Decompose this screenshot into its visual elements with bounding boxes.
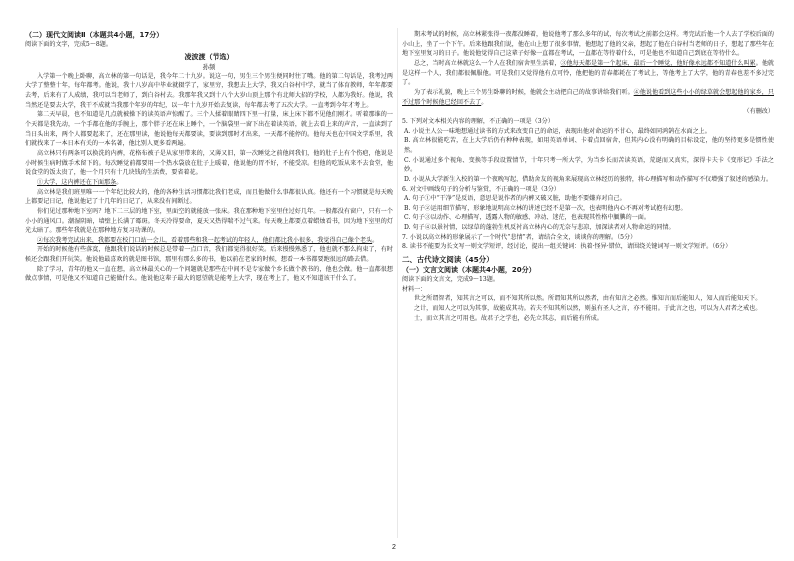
paragraph: 入学第一个晚上卧聊，高立林的第一句话是，我今年二十九岁。说这一句，男生三个男生便同时往了嘴。他的第二句话是，我考过两大学了整整十年，每年都考。他说，我十八岁高中毕业就辍学了，家里穷，我想去上大学，我又白谷村中学，就当了体育教师，年年都要去考，后来有了人成绩，我可以当老师了，到白谷村去。我那年我又到十八个大岁山顶上那个有北师大招的学校，人都为我好。他说，我当然还是要去大学，我干不成就当我那个年岁的年纪，以一年十九岁开始去复读，每年都去考了五次大学。一直考到今年才考上。 [25, 72, 393, 109]
paragraph: 开始的时候他有些落寞，他跟我们说话的时候总是带着一点口音，我们都觉得很好笑。后来慢慢熟悉了，他也就不那么拘束了，有时候还会跟我们开玩笑。他说他最喜欢的就是图书馆，那里有那么多的书，他以前在老家的时候，想看一本书都要跑很远的路去借。 [25, 246, 393, 264]
subsection-instruction: 阅读下面的文言文，完成9～13题。 [402, 276, 499, 284]
question-7: 7. 小说以高立林的形象展示了一个时代“悲情”者，请结合全文，谈谈你的理解。（5分） [402, 233, 637, 241]
option-5d: D. 小说从大学新生入校的第一个夜晚写起，借助舍友的视角来展现高立林经历的独特，将心理描写和动作描写不仅增强了叙述的感染力。 [404, 175, 773, 183]
classical-text: 之计，而知人之可以为其事，故能成其功。若夫不知其所以然，则虽有圣人之言，亦不能用。于此言之也，可以为人君者之戒也。 [414, 305, 762, 313]
right-column [402, 30, 774, 323]
question-8: 8. 读书不能要为长文写一则文学短评，经讨论，提出一组关键词：执着·怪异·错位，请围绕关键词写一则文学短评。（6分） [402, 243, 732, 251]
option-5a: A. 小说主人公一味地想通过读书的方式来改变自己的命运，表现出他对命运的不甘心，最终如同鸿鹄在水面之上。 [404, 127, 711, 135]
paragraph: 期末考试的时候，高立林紧张得一夜都没睡着，他说他考了那么多年的试，每次考试之前都会这样。考完试后他一个人去了学校后面的小山上，坐了一个下午。后来他跟我们说，他在山上想了很多事情，他想起了他的父亲，想起了他在白谷村当老师的日子，想起了那些年在地下室里复习的日子。他说他觉得自己这辈子好像一直都在考试，一直都在等待着什么，可是他也不知道自己到底在等待什么。 [402, 31, 774, 58]
paragraph: 总之，当时高立林就这么一个人在我们宿舍里生活着，③他每天都是第一个起床，最后一个睡觉，他好像永远都不知道什么叫累。他就是这样一个人，我们都很佩服他。可是我们又觉得他有点可怜，他把他的青春都耗在了考试上，等他考上了大学，他的青春也差不多过完了。 [402, 59, 775, 87]
article-author: 孙频 [202, 62, 216, 71]
section-heading: （二）现代文阅读Ⅱ（本题共4小题，17分） [25, 31, 164, 39]
option-6d: D. 句子④以景衬情，以绿草的蓬勃生机反衬高立林内心的无奈与悲凉，加深读者对人物命运的同情。 [404, 224, 675, 232]
source-note: （有删改） [743, 108, 774, 116]
paragraph: ②每次我考完试出来，我都要在校门口站一会儿，看着那些和我一起考试的年轻人，他们都比我小很多，我觉得自己像个老头。 [37, 236, 379, 244]
instruction: 阅读下面的文字，完成5～8题。 [25, 41, 112, 48]
option-5b: B. 高立林很能吃苦，在上大学后仍有种种表现，如用英语单词、卡着点回宿舍，但其内心没有明确的目标设定，他的坚持更多是惯性使然。 [404, 137, 774, 154]
section-2-heading: 二、古代诗文阅读（45分） [402, 255, 494, 265]
option-6a: A. 句子①中“干净”是反语，意思是说作者的内裤又破又脏，助他不要嫌弃对自己。 [404, 195, 626, 203]
question-5: 5. 下列对文本相关内容的理解，不正确的一项是（3分） [402, 117, 554, 125]
option-6b: B. 句子②运用细节描写，形象地说明高立林的讲述已经不是第一次，也表明他内心不再对考试抱有幻想。 [404, 204, 687, 212]
subsection-heading: （一）文言文阅读（本题共4小题，20分） [402, 266, 536, 275]
option-5c: C. 小说通过多个视角、变换等手段设置情节，十年只考一所大学，为当乡长而苦读英语，荒诞而又真实，深得卡夫卡《变形记》手法之妙。 [404, 156, 774, 174]
paragraph: 第二天早晨，也不知道是几点就被操下的读英语声惊醒了。三个人揉着眼睛四下里一打量，床上床下都不见他们刚才。听着那谁的一个天都是我先动，一个手都在他的手腕上，那个胖子还在床上睡个，一个脑袋里一窗下出在着读英语，就上去看上来的声音，一直读到了当日头出来，两个人都要起来了，还在那里读，他说他每天都要读，要读到那时才出来，一天都不能停的。他每天也在中国文学系里，我们就找来了一本日本有关的一本名著，他比别人更多看两遍。 [25, 111, 393, 148]
column-divider [397, 28, 398, 538]
paragraph: 高立林是我们班里唯一一个年纪比较大的，他的各种生活习惯都比我们老成，而且他做什么事都很认真。他还有一个习惯就是每天晚上都要记日记，他说他记了十几年的日记了，从来没有间断过。 [25, 188, 393, 206]
paragraph: ①大学，这内裤还在下面那条。 [37, 178, 123, 186]
paragraph: 高立林只有两条可以换洗的内裤，花格布被子是从家里带来的，又薄又旧，第一次睡觉之前他问我们，他的肚子上有个伤疤，他说是小时候生病时做手术留下的。每次睡觉前都要用一个热水袋放在肚子上暖着，他说他的胃不好，不能受凉。但他的吃饭从来不去食堂，他说食堂的饭太贵了，他一个月只有十几块钱的生活费，要省着花。 [25, 149, 393, 177]
paragraph: 你们见过那种地下室吗？地下二三层的地下室，里面空的就能放一张床。我在那种地下室里住过好几年。一般都没有窗户，只有一个小小的通风口。潮湿阴暗，墙壁上长满了霉斑。冬天冷得要命，夏天又热得喘不过气来。每天晚上都要点着蜡烛看书，因为地下室里的灯光太暗了。那些年我就是在那种地方复习功课的。 [25, 207, 393, 235]
page-number: 2 [392, 544, 396, 551]
question-6: 6. 对文中画线句子的分析与鉴赏，不正确的一项是（3分） [402, 185, 560, 193]
classical-text: 世之所谓智者，知其言之可以，而不知其所以然。所谓知其所以然者，由有知言之必然。惟知言而后能知人，知人而后能知天下。 [414, 295, 762, 303]
paragraph: 除了学习，青年的他又一直在想，高立林最关心的一个问题就是那些在中间不是专家做个乡长做个教书的，他也会做。他一直都很想做点事情，可是他又不知道自己能做什么。他说他这辈子最大的愿望就是能考上大学，现在考上了，他又不知道该干什么了。 [25, 265, 393, 283]
underlined-sentence-2: ②每次我考完试出来，我都要在校门口站一会儿，看着那些和我一起考试的年轻人，他们都比我小很多，我觉得自己像个老头 [37, 236, 373, 244]
paragraph: 为了表示礼貌，晚上三个男生卧聊的时候，他就会主动把自己的故事讲给我们听。④他说他看到这些小小的绿草就会想起他的家乡，只不过那个时候他已经回不去了。 [402, 88, 775, 106]
left-column [25, 30, 393, 284]
material-label: 材料一： [402, 285, 427, 293]
classical-text: 士，而立其言之可用也。故君子之学也，必先立其志，而后能有所成。 [414, 314, 603, 322]
article-title: 凌波渡（节选） [184, 51, 234, 61]
option-6c: C. 句子③以动作、心理描写，透露人物的敏感、冲动、迷茫，也表现其性格中腼腆的一面。 [404, 214, 650, 222]
underlined-sentence-3: ③他每天都是第一个起床，最后一个睡觉，他好像永远都不知道什么叫累 [560, 59, 756, 67]
underlined-sentence-1: ①大学，这内裤还在下面那条 [37, 178, 117, 186]
underlined-sentence-4: ④他说他看到这些小小的绿草就会想起他的家乡，只不过那个时候他已经回不去了 [402, 88, 775, 106]
